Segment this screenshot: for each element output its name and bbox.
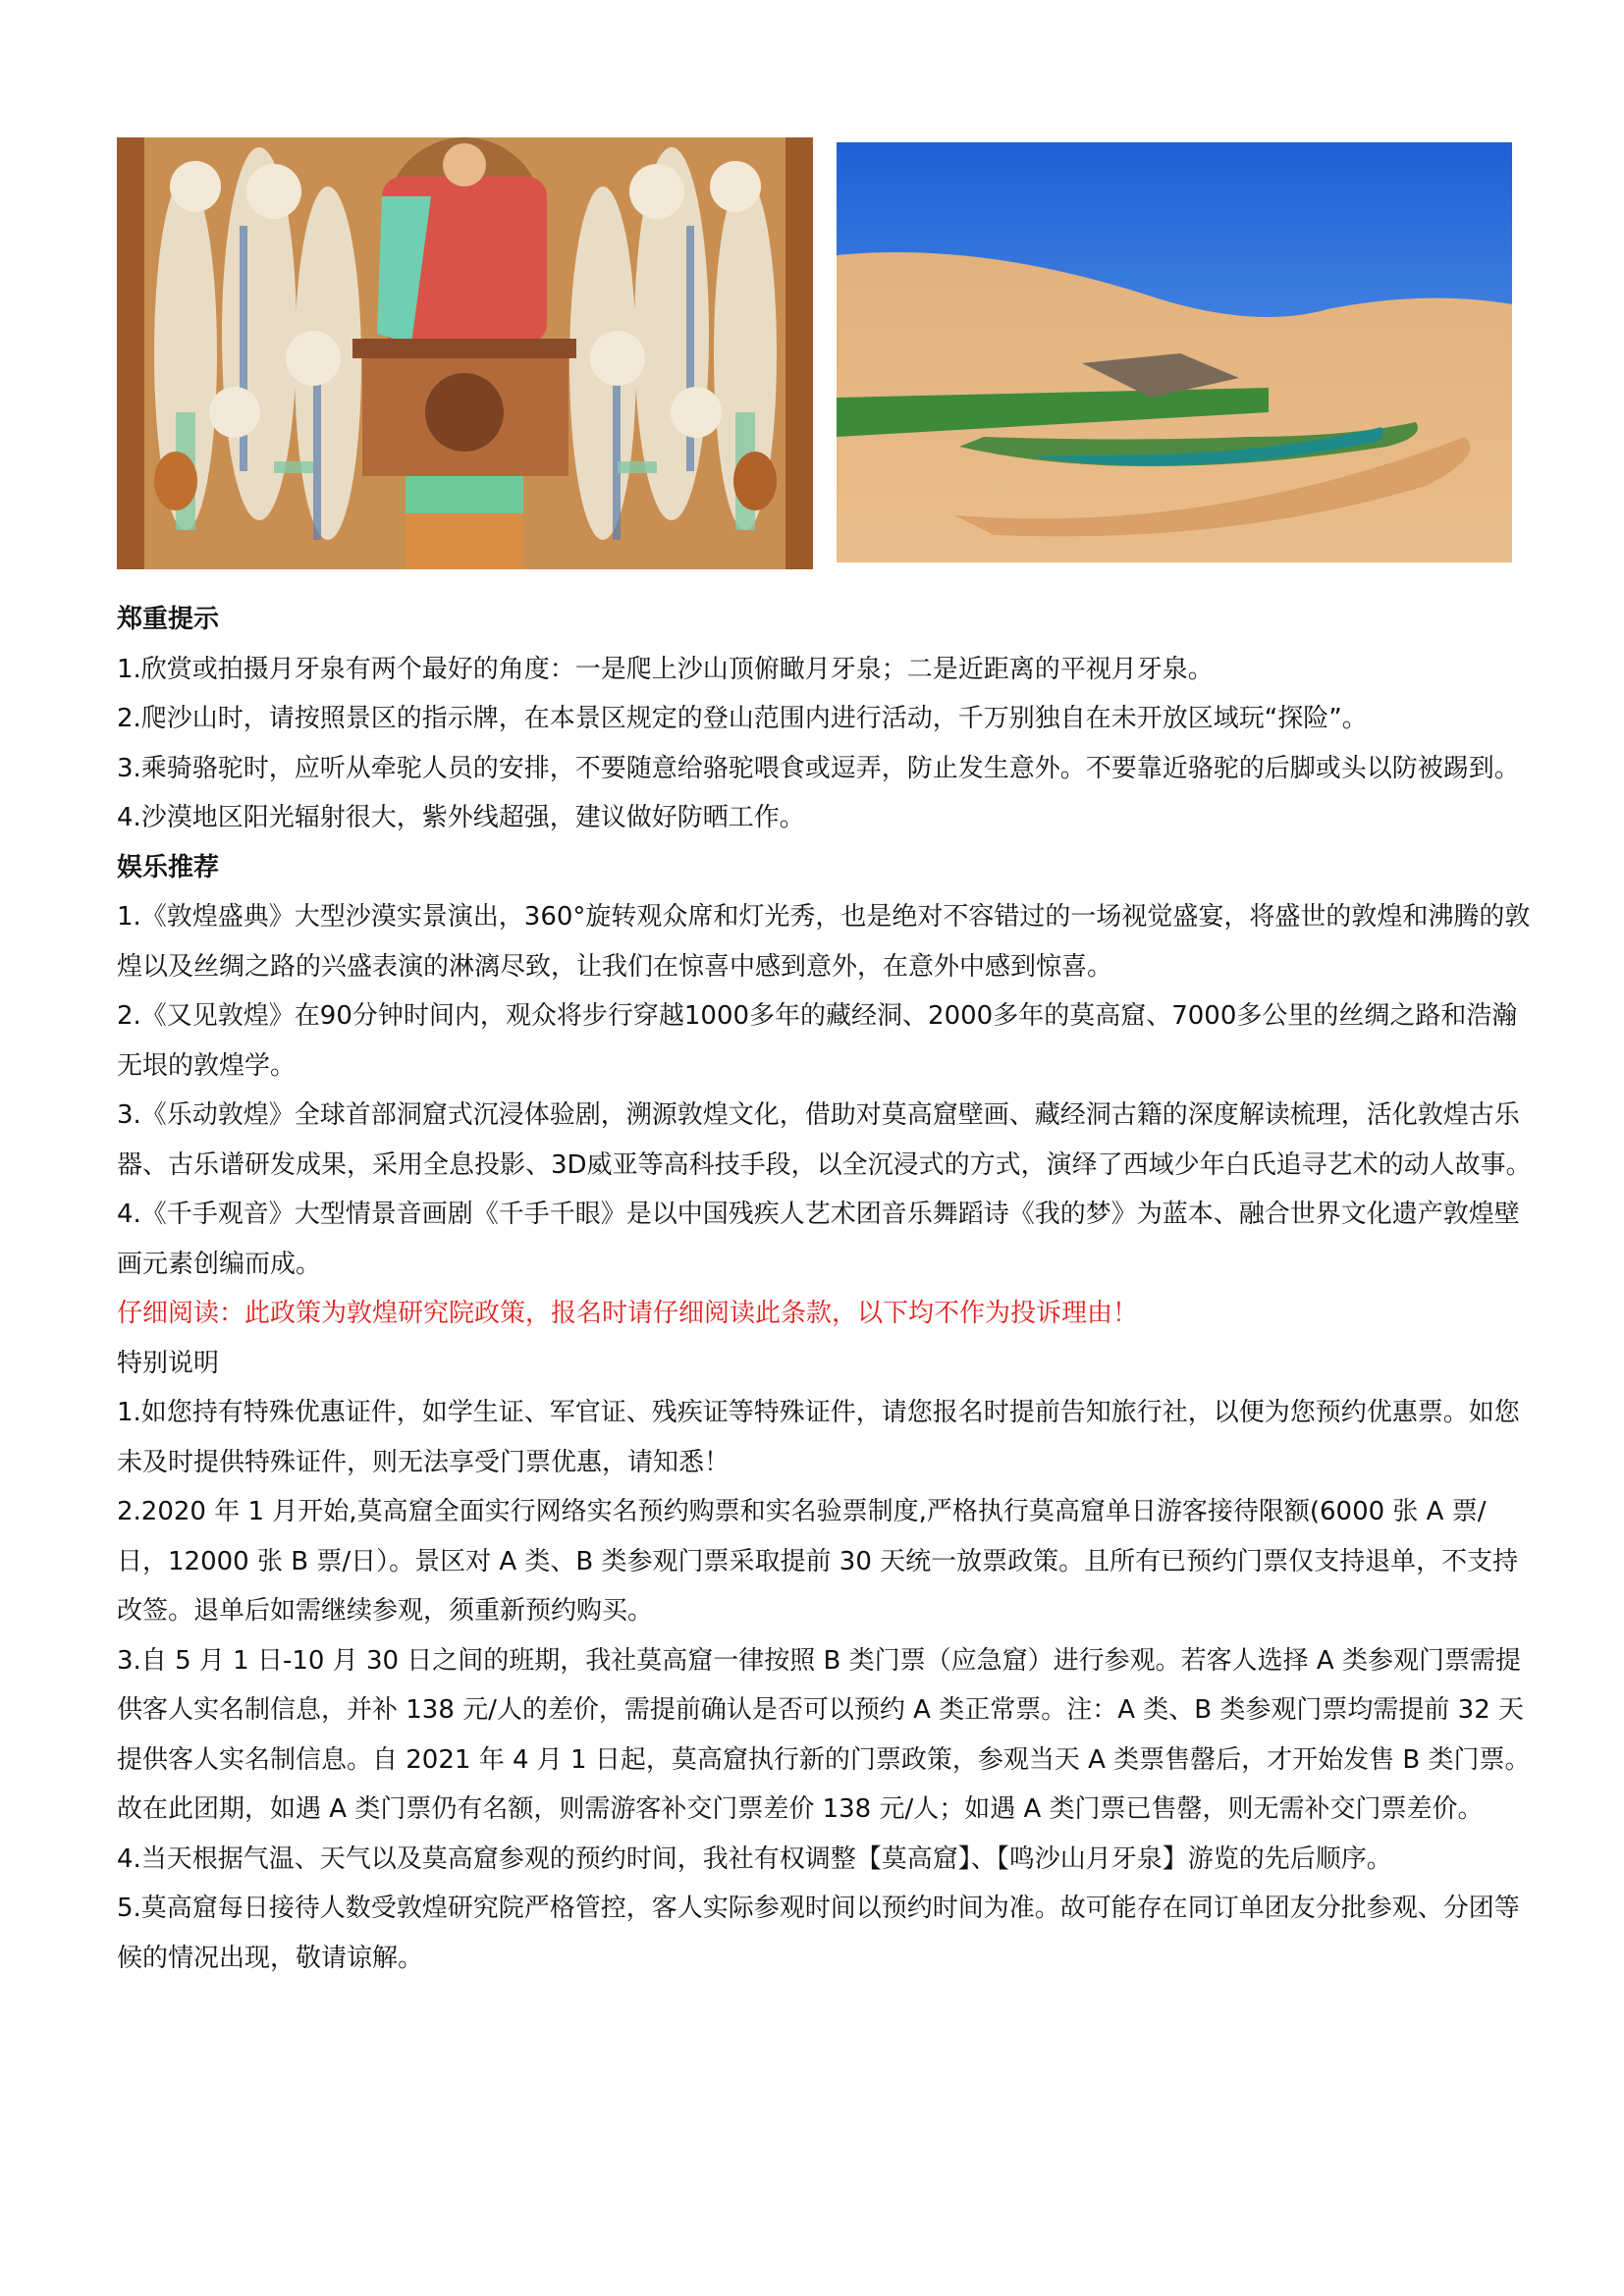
oasis-image (837, 142, 1512, 562)
notice-item: 4.沙漠地区阳光辐射很大，紫外线超强，建议做好防晒工作。 (117, 803, 805, 832)
special-item: 5.莫高窟每日接待人数受敦煌研究院严格管控，客人实际参观时间以预约时间为准。故可能存在同订单团友分批参观、分团等候的情况出现，敬请谅解。 (117, 1894, 1520, 1973)
notice-item: 2.爬沙山时，请按照景区的指示牌，在本景区规定的登山范围内进行活动，千万别独自在未开放区域玩“探险”。 (117, 704, 1368, 733)
special-item: 3.自 5 月 1 日-10 月 30 日之间的班期，我社莫高窟一律按照 B 类门票（应急窟）进行参观。若客人选择 A 类参观门票需提供客人实名制信息，并补 138 元/人的差价，需提前确认是否可以预约 A 类正常票。注：A 类、B 类参观门票均需提前 32 天提供客人实名制信息。自 2021 年 4 月 1 日起，莫高窟执行新的门票政策，参观当天 A 类票售罄后，才开始发售 B 类门票。故在此团期，如遇 A 类门票仍有名额，则需游客补交门票差价 138 元/人；如遇 A 类门票已售罄，则无需补交门票差价。 (117, 1645, 1531, 1824)
special-item: 2.2020 年 1 月开始,莫高窟全面实行网络实名预约购票和实名验票制度,严格执行莫高窟单日游客接待限额(6000 张 A 票/日，12000 张 B 票/日）。景区对 A 类、B 类参观门票采取提前 30 天统一放票政策。且所有已预约门票仅支持退单，不支持改签。退单后如需继续参观，须重新预约购买。 (117, 1497, 1519, 1626)
entertainment-heading: 娱乐推荐 (117, 852, 220, 882)
notice-heading: 郑重提示 (117, 605, 220, 634)
notice-item: 3.乘骑骆驼时，应听从牵驼人员的安排，不要随意给骆驼喂食或逗弄，防止发生意外。不要靠近骆驼的后脚或头以防被踢到。 (117, 753, 1520, 783)
mural-image (117, 137, 813, 569)
special-item: 1.如您持有特殊优惠证件，如学生证、军官证、残疾证等特殊证件，请您报名时提前告知旅行社，以便为您预约优惠票。如您未及时提供特殊证件，则无法享受门票优惠，请知悉！ (117, 1398, 1520, 1477)
special-heading: 特别说明 (117, 1348, 220, 1378)
photo-row (117, 137, 1511, 569)
entertainment-item: 1.《敦煌盛典》大型沙漠实景演出，360°旋转观众席和灯光秀，也是绝对不容错过的一场视觉盛宴，将盛世的敦煌和沸腾的敦煌以及丝绸之路的兴盛表演的淋漓尽致，让我们在惊喜中感到意外，在意外中感到惊喜。 (117, 902, 1531, 982)
notice-item: 1.欣赏或拍摄月牙泉有两个最好的角度：一是爬上沙山顶俯瞰月牙泉；二是近距离的平视月牙泉。 (117, 654, 1214, 684)
entertainment-item: 4.《千手观音》大型情景音画剧《千手千眼》是以中国残疾人艺术团音乐舞蹈诗《我的梦》为蓝本、融合世界文化遗产敦煌壁画元素创编而成。 (117, 1200, 1520, 1279)
special-item: 4.当天根据气温、天气以及莫高窟参观的预约时间，我社有权调整【莫高窟】、【鸣沙山月牙泉】游览的先后顺序。 (117, 1843, 1392, 1874)
document-body (117, 595, 1536, 1983)
warning-text: 仔细阅读：此政策为敦煌研究院政策，报名时请仔细阅读此条款，以下均不作为投诉理由！ (117, 1299, 1139, 1328)
entertainment-item: 3.《乐动敦煌》全球首部洞窟式沉浸体验剧，溯源敦煌文化，借助对莫高窟壁画、藏经洞古籍的深度解读梳理，活化敦煌古乐器、古乐谱研发成果，采用全息投影、3D威亚等高科技手段，以全沉浸式的方式，演绎了西域少年白氏追寻艺术的动人故事。 (117, 1100, 1532, 1180)
entertainment-item: 2.《又见敦煌》在90分钟时间内，观众将步行穿越1000多年的藏经洞、2000多年的莫高窟、7000多公里的丝绸之路和浩瀚无垠的敦煌学。 (117, 1001, 1518, 1081)
